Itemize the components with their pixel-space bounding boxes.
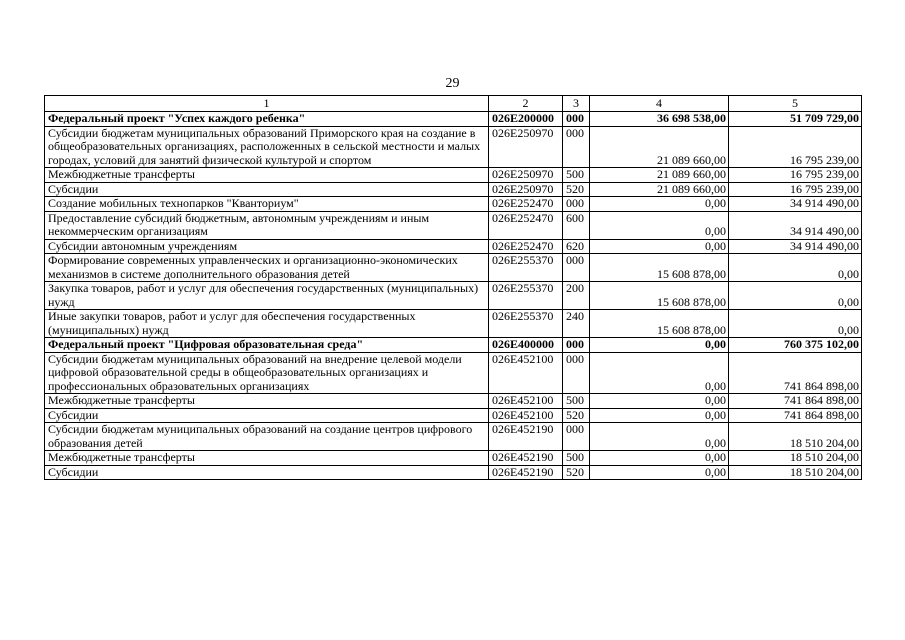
table-row <box>45 338 862 353</box>
cell-code: 026E400000 <box>489 338 563 353</box>
cell-kind: 000 <box>563 423 590 451</box>
cell-amount: 36 698 538,00 <box>590 112 729 127</box>
table-row <box>45 408 862 423</box>
cell-code: 026E250970 <box>489 182 563 197</box>
cell-amount: 0,00 <box>590 338 729 353</box>
cell-amount: 15 608 878,00 <box>590 310 729 338</box>
cell-name: Закупка товаров, работ и услуг для обеспечения государственных (муниципальных) нужд <box>45 282 489 310</box>
cell-amount: 34 914 490,00 <box>729 239 862 254</box>
cell-kind: 240 <box>563 310 590 338</box>
cell-amount: 0,00 <box>729 282 862 310</box>
cell-name: Межбюджетные трансферты <box>45 168 489 183</box>
cell-amount: 0,00 <box>590 423 729 451</box>
cell-name: Субсидии <box>45 408 489 423</box>
cell-name: Федеральный проект "Успех каждого ребенка" <box>45 112 489 127</box>
cell-amount: 18 510 204,00 <box>729 423 862 451</box>
cell-name: Предоставление субсидий бюджетным, автономным учреждениям и иным некоммерческим организациям <box>45 211 489 239</box>
column-header-sum2: 5 <box>729 96 862 112</box>
cell-amount: 21 089 660,00 <box>590 168 729 183</box>
cell-amount: 0,00 <box>590 197 729 212</box>
cell-kind: 600 <box>563 211 590 239</box>
cell-name: Межбюджетные трансферты <box>45 394 489 409</box>
cell-amount: 741 864 898,00 <box>729 394 862 409</box>
cell-kind: 500 <box>563 451 590 466</box>
cell-code: 026E452100 <box>489 394 563 409</box>
cell-name: Субсидии автономным учреждениям <box>45 239 489 254</box>
column-header-code: 2 <box>489 96 563 112</box>
cell-amount: 0,00 <box>729 310 862 338</box>
cell-amount: 741 864 898,00 <box>729 352 862 394</box>
cell-name: Субсидии бюджетам муниципальных образований Приморского края на создание в общеобразовательных организациях, расположенных в сельской местности и малых городах, условий для занятий физической культурой и спортом <box>45 126 489 168</box>
page-number: 29 <box>445 76 460 91</box>
cell-amount: 0,00 <box>590 408 729 423</box>
cell-amount: 21 089 660,00 <box>590 126 729 168</box>
cell-name: Создание мобильных технопарков "Кванториум" <box>45 197 489 212</box>
cell-name: Субсидии бюджетам муниципальных образований на внедрение целевой модели цифровой образовательной среды в общеобразовательных организациях и профессиональных образовательных организациях <box>45 352 489 394</box>
cell-code: 026E250970 <box>489 126 563 168</box>
cell-code: 026E452190 <box>489 451 563 466</box>
cell-kind: 520 <box>563 465 590 480</box>
cell-code: 026E452190 <box>489 423 563 451</box>
cell-amount: 16 795 239,00 <box>729 168 862 183</box>
cell-amount: 0,00 <box>590 352 729 394</box>
table-row <box>45 168 862 183</box>
table-row <box>45 182 862 197</box>
column-header-name: 1 <box>45 96 489 112</box>
table-row <box>45 239 862 254</box>
cell-kind: 200 <box>563 282 590 310</box>
cell-name: Субсидии бюджетам муниципальных образований на создание центров цифрового образования детей <box>45 423 489 451</box>
cell-name: Межбюджетные трансферты <box>45 451 489 466</box>
cell-amount: 0,00 <box>590 239 729 254</box>
table-row <box>45 310 862 338</box>
cell-amount: 18 510 204,00 <box>729 465 862 480</box>
table-row <box>45 352 862 394</box>
cell-kind: 500 <box>563 394 590 409</box>
table-row <box>45 465 862 480</box>
cell-code: 026E255370 <box>489 310 563 338</box>
table-row <box>45 423 862 451</box>
cell-amount: 0,00 <box>590 451 729 466</box>
table-row <box>45 126 862 168</box>
cell-name: Иные закупки товаров, работ и услуг для обеспечения государственных (муниципальных) нужд <box>45 310 489 338</box>
cell-code: 026E452190 <box>489 465 563 480</box>
cell-amount: 0,00 <box>729 254 862 282</box>
cell-code: 026E255370 <box>489 282 563 310</box>
table-row <box>45 394 862 409</box>
cell-kind: 000 <box>563 352 590 394</box>
cell-kind: 000 <box>563 197 590 212</box>
cell-code: 026E252470 <box>489 239 563 254</box>
table-row <box>45 254 862 282</box>
budget-table <box>44 95 862 480</box>
cell-amount: 34 914 490,00 <box>729 197 862 212</box>
cell-amount: 760 375 102,00 <box>729 338 862 353</box>
cell-amount: 15 608 878,00 <box>590 254 729 282</box>
cell-amount: 741 864 898,00 <box>729 408 862 423</box>
cell-amount: 0,00 <box>590 465 729 480</box>
table-row <box>45 197 862 212</box>
cell-name: Федеральный проект "Цифровая образовательная среда" <box>45 338 489 353</box>
cell-name: Формирование современных управленческих и организационно-экономических механизмов в системе дополнительного образования детей <box>45 254 489 282</box>
cell-amount: 0,00 <box>590 394 729 409</box>
cell-amount: 15 608 878,00 <box>590 282 729 310</box>
cell-kind: 520 <box>563 182 590 197</box>
cell-amount: 16 795 239,00 <box>729 182 862 197</box>
cell-code: 026E255370 <box>489 254 563 282</box>
cell-kind: 000 <box>563 254 590 282</box>
cell-code: 026E252470 <box>489 197 563 212</box>
cell-kind: 520 <box>563 408 590 423</box>
cell-kind: 620 <box>563 239 590 254</box>
table-row <box>45 451 862 466</box>
cell-kind: 000 <box>563 338 590 353</box>
cell-kind: 000 <box>563 112 590 127</box>
cell-code: 026E200000 <box>489 112 563 127</box>
table-row <box>45 211 862 239</box>
cell-amount: 16 795 239,00 <box>729 126 862 168</box>
cell-amount: 21 089 660,00 <box>590 182 729 197</box>
cell-code: 026E452100 <box>489 408 563 423</box>
cell-code: 026E250970 <box>489 168 563 183</box>
cell-code: 026E452100 <box>489 352 563 394</box>
cell-name: Субсидии <box>45 182 489 197</box>
cell-amount: 0,00 <box>590 211 729 239</box>
column-header-kind: 3 <box>563 96 590 112</box>
cell-kind: 000 <box>563 126 590 168</box>
table-header-row <box>45 96 862 112</box>
cell-amount: 51 709 729,00 <box>729 112 862 127</box>
table-row <box>45 282 862 310</box>
column-header-sum1: 4 <box>590 96 729 112</box>
cell-amount: 18 510 204,00 <box>729 451 862 466</box>
cell-amount: 34 914 490,00 <box>729 211 862 239</box>
cell-kind: 500 <box>563 168 590 183</box>
table-body <box>45 112 862 480</box>
cell-name: Субсидии <box>45 465 489 480</box>
table-row <box>45 112 862 127</box>
cell-code: 026E252470 <box>489 211 563 239</box>
